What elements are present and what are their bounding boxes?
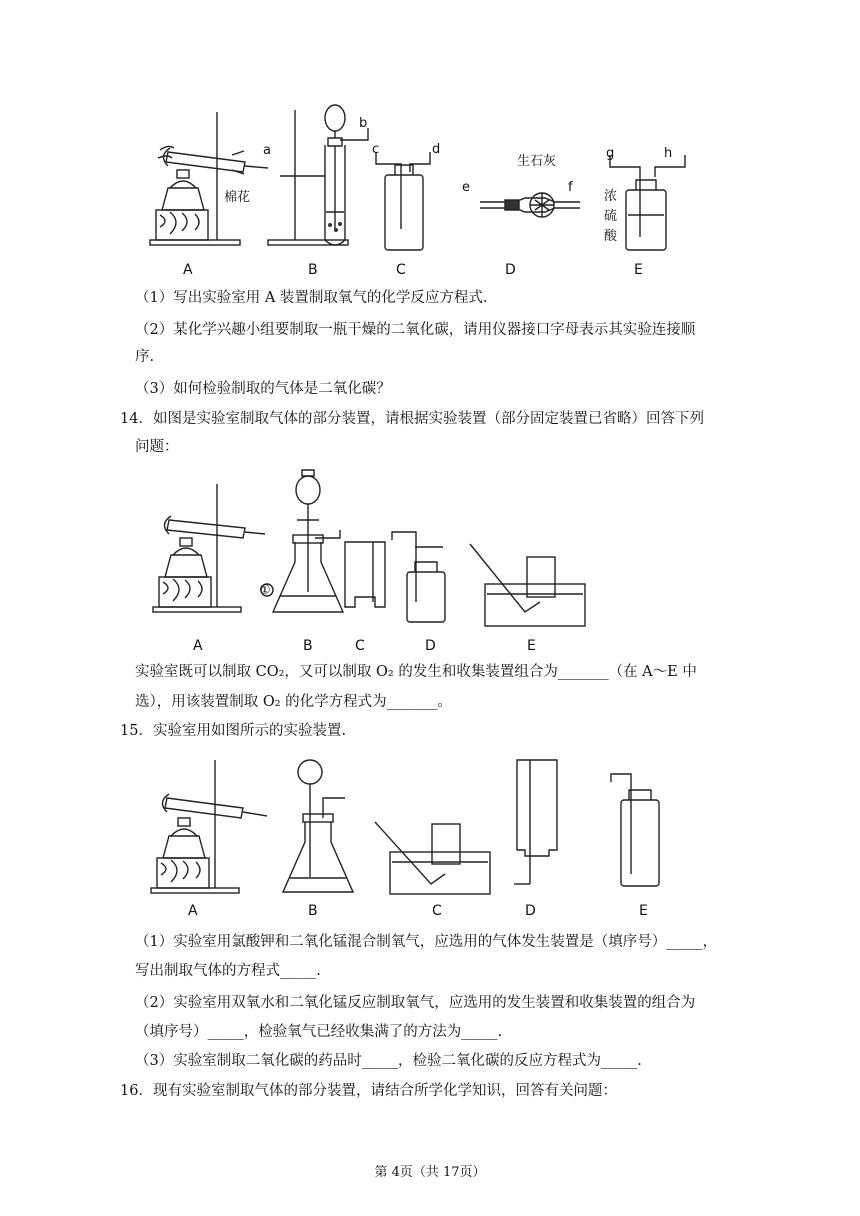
port-c: c bbox=[372, 142, 380, 157]
port-g: g bbox=[606, 146, 615, 161]
fig13-label-a: A bbox=[183, 262, 193, 278]
fig14-label-a: A bbox=[193, 638, 203, 654]
page-footer: 第 4页（共 17页） bbox=[374, 1165, 486, 1180]
q15-part3: （3）实验室制取二氧化碳的药品时_____，检验二氧化碳的反应方程式为_____. bbox=[135, 1053, 642, 1069]
cotton-label: 棉花 bbox=[224, 190, 251, 205]
q15-part2-line2: （填序号）_____，检验氧气已经收集满了的方法为_____. bbox=[135, 1024, 503, 1040]
fig13-label-d: D bbox=[505, 262, 516, 278]
port-b: b bbox=[359, 116, 368, 131]
fig13-label-c: C bbox=[396, 262, 406, 278]
fig15-label-c: C bbox=[432, 903, 442, 919]
q15-part2-line1: （2）实验室用双氧水和二氧化锰反应制取氧气，应选用的发生装置和收集装置的组合为 bbox=[135, 995, 696, 1011]
fig15-label-b: B bbox=[308, 903, 318, 919]
q16-stem: 16．现有实验室制取气体的部分装置，请结合所学化学知识，回答有关问题： bbox=[120, 1083, 617, 1099]
q15-stem: 15．实验室用如图所示的实验装置. bbox=[120, 723, 347, 739]
q15-part1-line1: （1）实验室用氯酸钾和二氧化锰混合制氧气，应选用的气体发生装置是（填序号）_____， bbox=[135, 934, 717, 950]
label-circle-one: ① bbox=[259, 583, 271, 598]
port-a: a bbox=[263, 143, 271, 158]
fig13-label-b: B bbox=[308, 262, 318, 278]
fig14-label-e: E bbox=[527, 638, 536, 654]
sulfuric-char-2: 硫 bbox=[604, 209, 618, 224]
fig14-label-b: B bbox=[303, 638, 313, 654]
q14-body-line2: 选），用该装置制取 O₂ 的化学方程式为_______。 bbox=[135, 694, 452, 710]
quicklime-label: 生石灰 bbox=[517, 154, 557, 169]
port-e: e bbox=[462, 180, 470, 195]
port-h: h bbox=[664, 146, 673, 161]
port-d: d bbox=[432, 142, 441, 157]
q13-part1: （1）写出实验室用 A 装置制取氧气的化学反应方程式. bbox=[135, 290, 488, 306]
fig14-label-d: D bbox=[425, 638, 436, 654]
q13-part2-line2: 序. bbox=[135, 349, 155, 365]
fig15-label-e: E bbox=[639, 903, 648, 919]
sulfuric-char-1: 浓 bbox=[604, 189, 618, 204]
q14-stem-line1: 14．如图是实验室制取气体的部分装置，请根据实验装置（部分固定装置已省略）回答下列 bbox=[120, 411, 704, 427]
q13-part2-line1: （2）某化学兴趣小组要制取一瓶干燥的二氧化碳，请用仪器接口字母表示其实验连接顺 bbox=[135, 322, 696, 338]
fig15-label-a: A bbox=[188, 903, 198, 919]
q15-part1-line2: 写出制取气体的方程式_____. bbox=[135, 963, 321, 979]
fig13-label-e: E bbox=[634, 262, 643, 278]
sulfuric-char-3: 酸 bbox=[604, 229, 618, 244]
fig14-label-c: C bbox=[355, 638, 365, 654]
q14-stem-line2: 问题： bbox=[135, 439, 179, 455]
apparatus-figure-14 bbox=[145, 462, 605, 632]
q14-body-line1: 实验室既可以制取 CO₂，又可以制取 O₂ 的发生和收集装置组合为_______（在 A～E 中 bbox=[135, 664, 697, 680]
apparatus-figure-15 bbox=[145, 752, 685, 900]
q13-part3: （3）如何检验制取的气体是二氧化碳？ bbox=[135, 381, 391, 397]
fig15-label-d: D bbox=[525, 903, 536, 919]
port-f: f bbox=[568, 180, 573, 195]
